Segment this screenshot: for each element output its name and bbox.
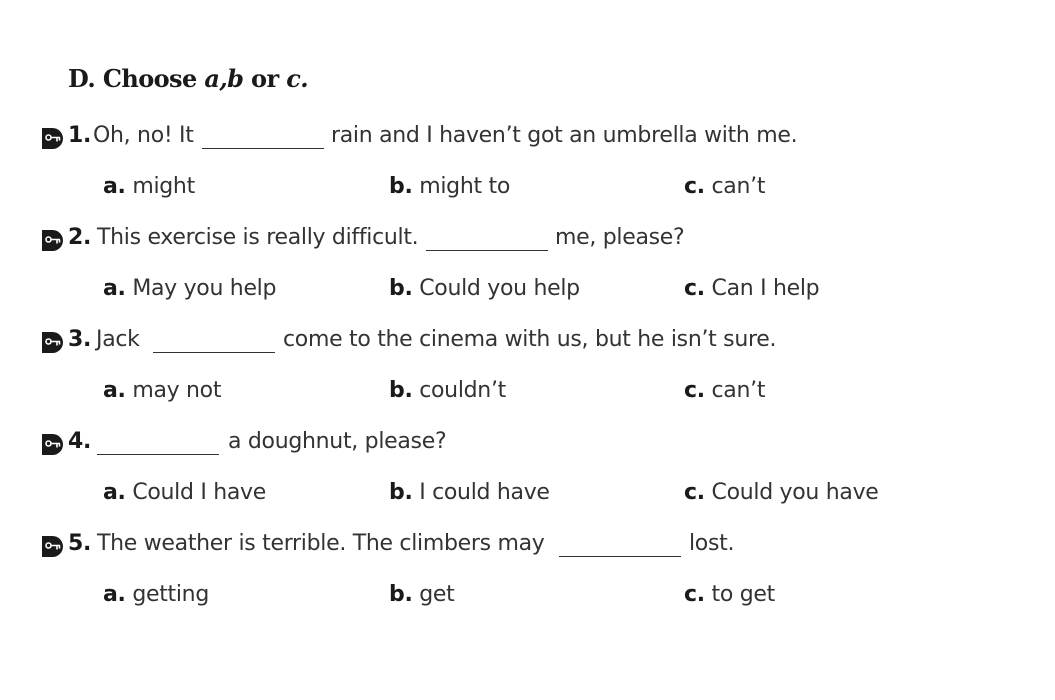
option-letter: b.	[389, 480, 413, 505]
option-c[interactable]	[684, 480, 879, 505]
option-b[interactable]	[389, 174, 510, 199]
key-icon	[42, 230, 63, 251]
option-text: couldn’t	[419, 378, 506, 403]
option-letter: b.	[389, 582, 413, 607]
key-icon	[42, 128, 63, 149]
option-c[interactable]	[684, 276, 819, 301]
key-icon	[42, 332, 63, 353]
heading-prefix: D. Choose	[68, 64, 205, 93]
question-text-after: me, please?	[555, 225, 685, 250]
option-letter: c.	[684, 480, 705, 505]
option-text: I could have	[419, 480, 550, 505]
option-c[interactable]	[684, 582, 775, 607]
option-text: might to	[419, 174, 510, 199]
option-letter: c.	[684, 174, 705, 199]
question-text-before: This exercise is really difficult.	[97, 225, 419, 250]
heading-option-a: a,	[204, 64, 228, 93]
option-a[interactable]	[103, 480, 266, 505]
option-letter: c.	[684, 276, 705, 301]
question-text-before: Oh, no! It	[93, 123, 194, 148]
option-text: Could you help	[419, 276, 580, 301]
answer-blank[interactable]	[202, 148, 324, 149]
question-text-before: The weather is terrible. The climbers may	[97, 531, 545, 556]
question-number: 3.	[68, 327, 92, 352]
answer-blank[interactable]	[97, 454, 219, 455]
question-text-before: Jack	[96, 327, 140, 352]
question-number: 4.	[68, 429, 92, 454]
heading-option-b: b	[227, 64, 244, 93]
heading-option-c: c.	[286, 64, 309, 93]
option-letter: b.	[389, 276, 413, 301]
question-text-after: rain and I haven’t got an umbrella with me.	[331, 123, 798, 148]
option-letter: b.	[389, 378, 413, 403]
option-text: can’t	[711, 378, 766, 403]
option-a[interactable]	[103, 174, 195, 199]
question-text-after: lost.	[689, 531, 735, 556]
section-heading	[68, 64, 308, 93]
question-number: 5.	[68, 531, 92, 556]
option-a[interactable]	[103, 276, 276, 301]
option-text: to get	[711, 582, 775, 607]
option-text: Could I have	[132, 480, 267, 505]
answer-blank[interactable]	[153, 352, 275, 353]
option-letter: a.	[103, 378, 126, 403]
question-text-after: come to the cinema with us, but he isn’t sure.	[283, 327, 777, 352]
option-letter: c.	[684, 378, 705, 403]
option-text: get	[419, 582, 455, 607]
option-b[interactable]	[389, 276, 580, 301]
option-text: Can I help	[711, 276, 820, 301]
option-letter: a.	[103, 582, 126, 607]
option-text: might	[132, 174, 195, 199]
option-letter: c.	[684, 582, 705, 607]
option-b[interactable]	[389, 480, 550, 505]
option-text: may not	[132, 378, 222, 403]
option-a[interactable]	[103, 582, 209, 607]
key-icon	[42, 434, 63, 455]
option-b[interactable]	[389, 582, 454, 607]
option-b[interactable]	[389, 378, 506, 403]
option-letter: a.	[103, 174, 126, 199]
question-number: 1.	[68, 123, 92, 148]
option-text: May you help	[132, 276, 277, 301]
option-text: Could you have	[711, 480, 879, 505]
option-a[interactable]	[103, 378, 221, 403]
option-text: getting	[132, 582, 209, 607]
question-number: 2.	[68, 225, 92, 250]
option-letter: b.	[389, 174, 413, 199]
option-text: can’t	[711, 174, 766, 199]
answer-blank[interactable]	[559, 556, 681, 557]
answer-blank[interactable]	[426, 250, 548, 251]
heading-or: or	[243, 64, 287, 93]
option-c[interactable]	[684, 378, 765, 403]
question-text-after: a doughnut, please?	[228, 429, 447, 454]
option-c[interactable]	[684, 174, 765, 199]
option-letter: a.	[103, 276, 126, 301]
key-icon	[42, 536, 63, 557]
option-letter: a.	[103, 480, 126, 505]
